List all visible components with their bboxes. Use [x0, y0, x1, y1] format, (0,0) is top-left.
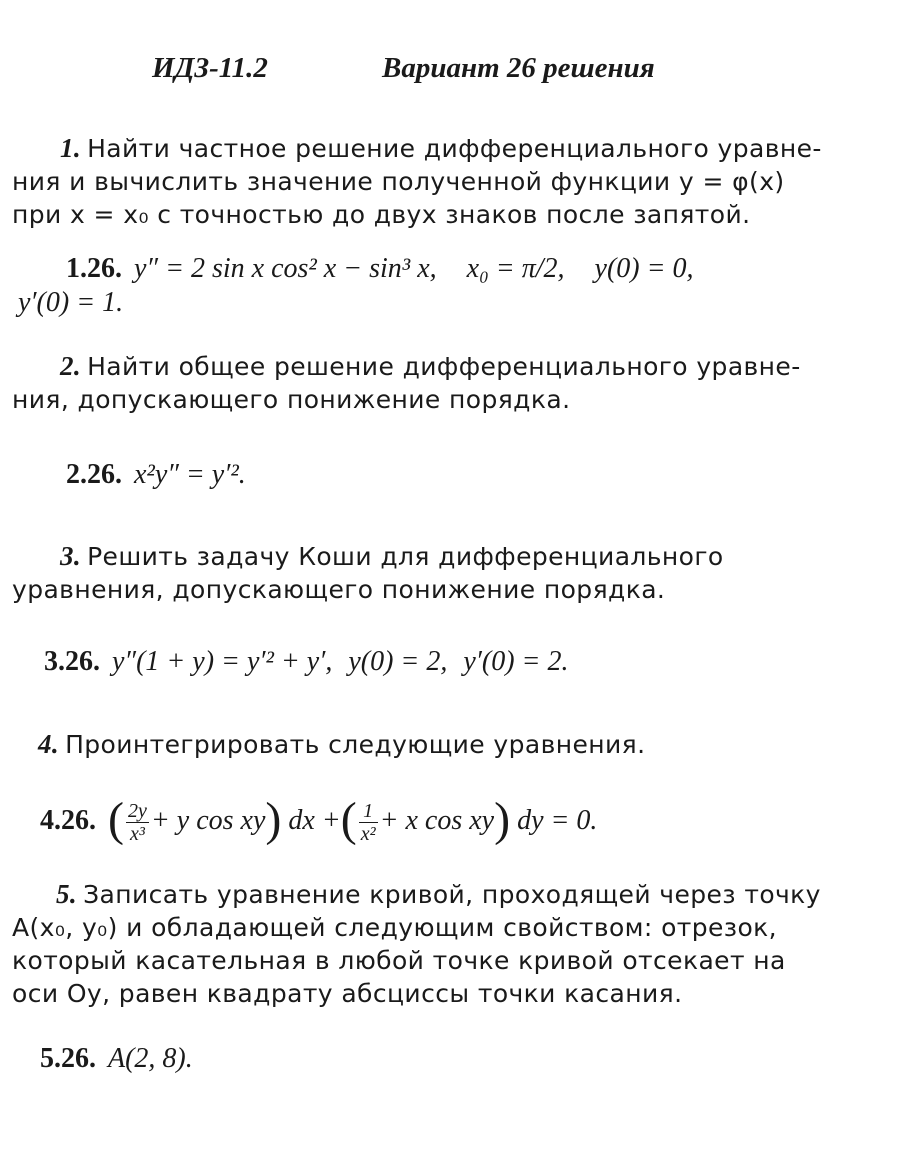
task-4-number: 4. [38, 729, 60, 759]
formula-2-equation: x²y″ = y′². [134, 459, 246, 490]
task-5 [12, 878, 862, 1010]
formula-4-tail: dy = 0. [517, 804, 598, 836]
task-1-line-1: 1. Найти частное решение дифференциального уравне- [60, 133, 822, 163]
formula-1-26-line-2 [18, 286, 123, 320]
formula-4-fraction-1: $\frac{2y}{\text{x³}}$ [127, 800, 147, 845]
task-4-line-1: 4. Проинтегрировать следующие уравнения. [38, 729, 646, 759]
task-3-line-1: 3. Решить задачу Коши для дифференциального [60, 541, 724, 571]
task-1-number: 1. [60, 133, 82, 163]
formula-1-init-derivative: y′(0) = 1. [18, 287, 124, 318]
formula-5-26 [40, 1042, 193, 1076]
task-2-line-2: ния, допускающего понижение порядка. [12, 385, 571, 414]
formula-4-part-1: + y cos xy [150, 804, 266, 836]
formula-3-26 [44, 645, 568, 679]
task-2-line-1: 2. Найти общее решение дифференциального уравне- [60, 351, 801, 381]
formula-2-label: 2.26. [66, 459, 122, 490]
task-5-line-4: оси Oy, равен квадрату абсциссы точки касания. [12, 979, 683, 1008]
formula-1-label: 1.26. [66, 253, 122, 284]
task-4 [12, 728, 862, 761]
formula-1-x0: x₀ = π/2, [466, 253, 565, 284]
formula-3-label: 3.26. [44, 646, 100, 677]
task-5-line-3: который касательная в любой точке кривой отсекает на [12, 946, 786, 975]
task-1-line-3: при x = x₀ с точностью до двух знаков после запятой. [12, 200, 751, 229]
formula-3-init: y(0) = 2, [348, 646, 448, 677]
formula-4-26: 4.26. ( $\frac{2y}{\text{x³}}$ + y cos xy) dx +( $\frac{1}{\text{x²}}$ + x cos xy) dy = 0. [40, 792, 598, 846]
task-2 [12, 350, 862, 416]
header-title: ИДЗ-11.2 [152, 52, 268, 84]
task-5-line-2: A(x₀, y₀) и обладающей следующим свойством: отрезок, [12, 913, 778, 942]
formula-5-point: A(2, 8). [108, 1043, 193, 1074]
formula-1-equation: y″ = 2 sin x cos² x − sin³ x, [134, 253, 437, 284]
header-variant: Вариант 26 решения [382, 52, 655, 84]
formula-4-dx: dx + [288, 804, 341, 836]
formula-4-part-2: + x cos xy [379, 804, 495, 836]
task-5-line-1: 5. Записать уравнение кривой, проходящей через точку [56, 879, 821, 909]
task-1 [12, 132, 862, 231]
formula-3-equation: y″(1 + y) = y′² + y′, [112, 646, 333, 677]
formula-2-26 [66, 458, 246, 492]
formula-4-fraction-2: $\frac{1}{\text{x²}}$ [360, 800, 376, 845]
header [0, 52, 910, 92]
task-3 [12, 540, 862, 606]
task-2-number: 2. [60, 351, 82, 381]
task-5-number: 5. [56, 879, 78, 909]
formula-1-init: y(0) = 0, [594, 253, 694, 284]
task-3-line-2: уравнения, допускающего понижение порядка. [12, 575, 666, 604]
formula-1-26 [66, 252, 694, 286]
formula-5-label: 5.26. [40, 1043, 96, 1074]
formula-3-init-derivative: y′(0) = 2. [463, 646, 569, 677]
task-3-number: 3. [60, 541, 82, 571]
task-1-line-2: ния и вычислить значение полученной функции y = φ(x) [12, 167, 785, 196]
formula-4-label: 4.26. [40, 804, 96, 836]
